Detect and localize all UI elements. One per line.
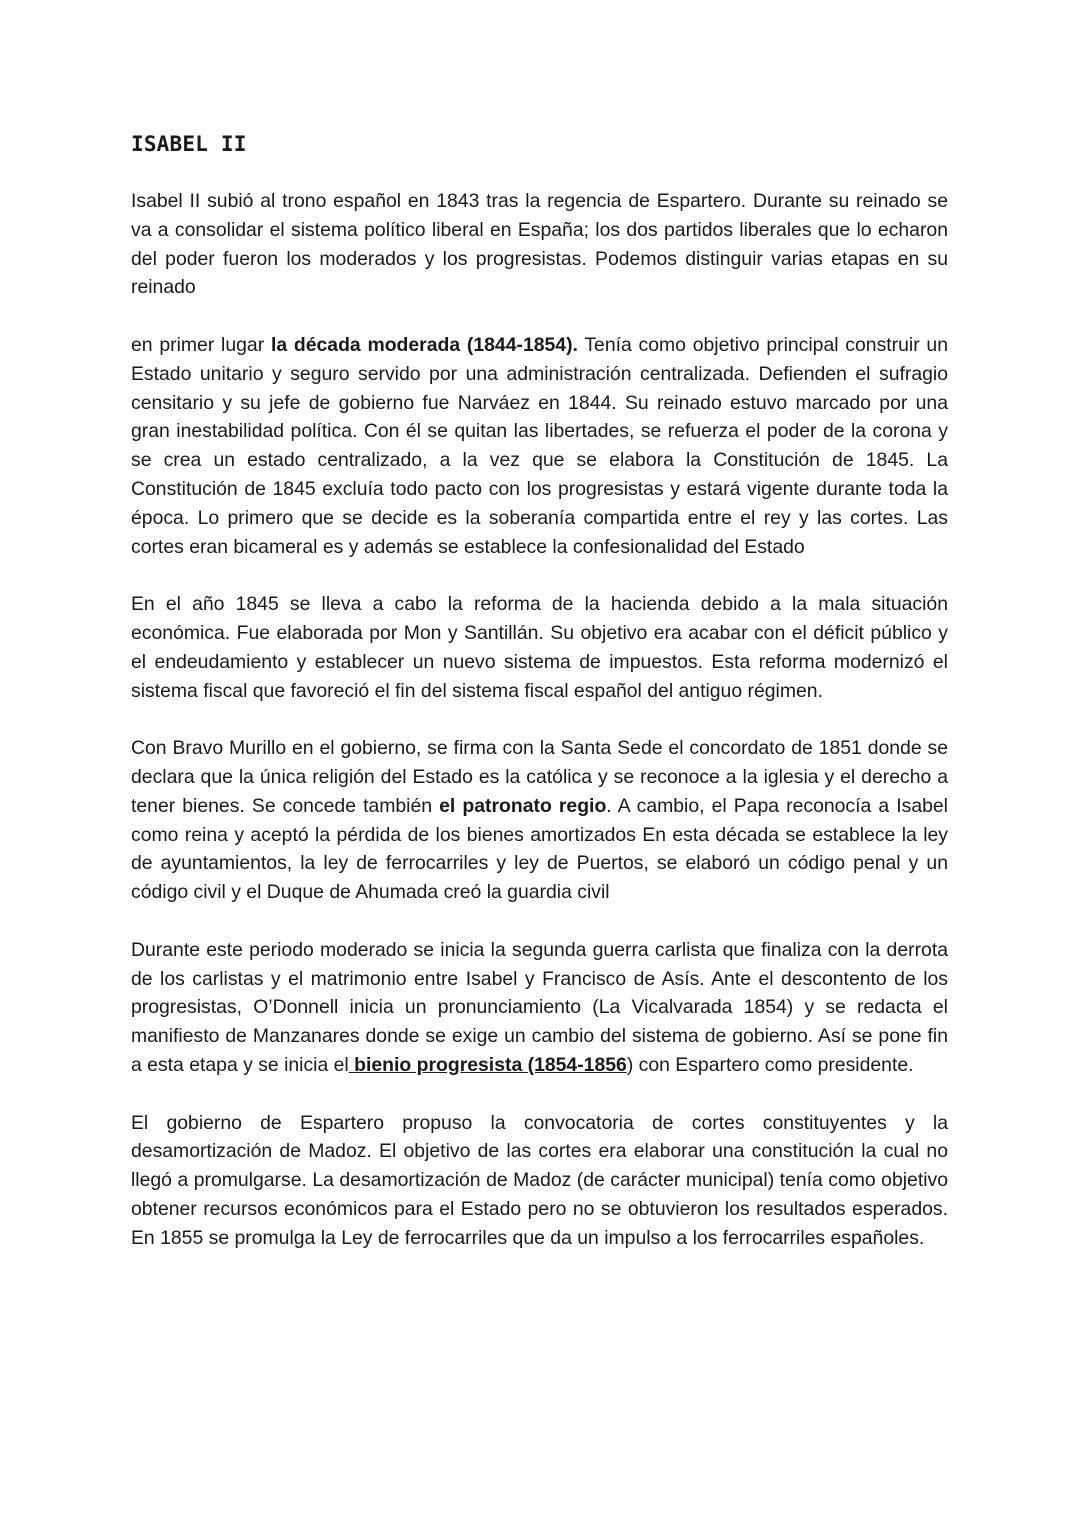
paragraph-text: . A cambio, el Papa reconocía a Isabel como reina y aceptó la pérdida de los bienes amortizados En esta década se establece la ley de ayuntamientos, la ley de ferrocarriles y ley de Puertos, se elaboró un código penal y un código civil y el Duque de Ahumada creó la guardia civil [131, 794, 948, 904]
document-title: ISABEL II [131, 132, 247, 156]
paragraph-intro [131, 187, 948, 302]
paragraph-text: Durante este periodo moderado se inicia la segunda guerra carlista que finaliza con la derrota de los carlistas y el matrimonio entre Isabel y Francisco de Asís. Ante el descontento de los progresistas, O’Donnell inicia un pronunciamiento (La Vicalvarada 1854) y se redacta el manifiesto de Manzanares donde se exige un cambio del sistema de gobierno. Así se pone fin a esta etapa y se inicia el [131, 938, 948, 1076]
paragraph-text: en primer lugar [131, 333, 271, 356]
underlined-text: bienio progresista (1854-1856 [348, 1053, 627, 1076]
paragraph-text: ) con Espartero como presidente. [626, 1053, 914, 1076]
paragraph-reforma-hacienda [131, 590, 948, 705]
bold-underline-bienio-progresista [349, 1054, 627, 1076]
paragraph-text: En el año 1845 se lleva a cabo la reforma de la hacienda debido a la mala situación económica. Fue elaborada por Mon y Santillán. Su objetivo era acabar con el déficit público y el endeudamiento y establecer un nuevo sistema de impuestos. Esta reforma modernizó el sistema fiscal que favoreció el fin del sistema fiscal español del antiguo régimen. [131, 593, 948, 702]
paragraph-text: Isabel II subió al trono español en 1843 tras la regencia de Espartero. Durante su reinado se va a consolidar el sistema político liberal en España; los dos partidos liberales que lo echaron del poder fueron los moderados y los progresistas. Podemos distinguir varias etapas en su reinado [131, 190, 948, 299]
bold-heading-decada-moderada: la década moderada (1844-1854). [270, 333, 578, 356]
bold-term-patronato-regio: el patronato regio [439, 794, 607, 817]
document-page [131, 128, 948, 1281]
paragraph-gobierno-espartero [131, 1109, 948, 1253]
paragraph-text: Con Bravo Murillo en el gobierno, se firma con la Santa Sede el concordato de 1851 donde se declara que la única religión del Estado es la católica y se reconoce a la iglesia y el derecho a tener bienes. Se concede también [131, 737, 948, 817]
paragraph-text: El gobierno de Espartero propuso la convocatoria de cortes constituyentes y la desamortización de Madoz. El objetivo de las cortes era elaborar una constitución la cual no llegó a promulgarse. La desamortización de Madoz (de carácter municipal) tenía como objetivo obtener recursos económicos para el Estado pero no se obtuvieron los resultados esperados. En 1855 se promulga la Ley de ferrocarriles que da un impulso a los ferrocarriles españoles. [131, 1111, 948, 1249]
paragraph-decada-moderada [131, 331, 948, 561]
paragraph-text: Tenía como objetivo principal construir un Estado unitario y seguro servido por una administración centralizada. Defienden el sufragio censitario y su jefe de gobierno fue Narváez en 1844. Su reinado estuvo marcado por una gran inestabilidad política. Con él se quitan las libertades, se refuerza el poder de la corona y se crea un estado centralizado, a la vez que se elabora la Constitución de 1845. La Constitución de 1845 excluía todo pacto con los progresistas y estará vigente durante toda la época. Lo primero que se decide es la soberanía compartida entre el rey y las cortes. Las cortes eran bicameral es y además se establece la confesionalidad del Estado [131, 333, 948, 558]
paragraph-bienio-progresista [131, 936, 948, 1080]
paragraph-concordato [131, 734, 948, 907]
